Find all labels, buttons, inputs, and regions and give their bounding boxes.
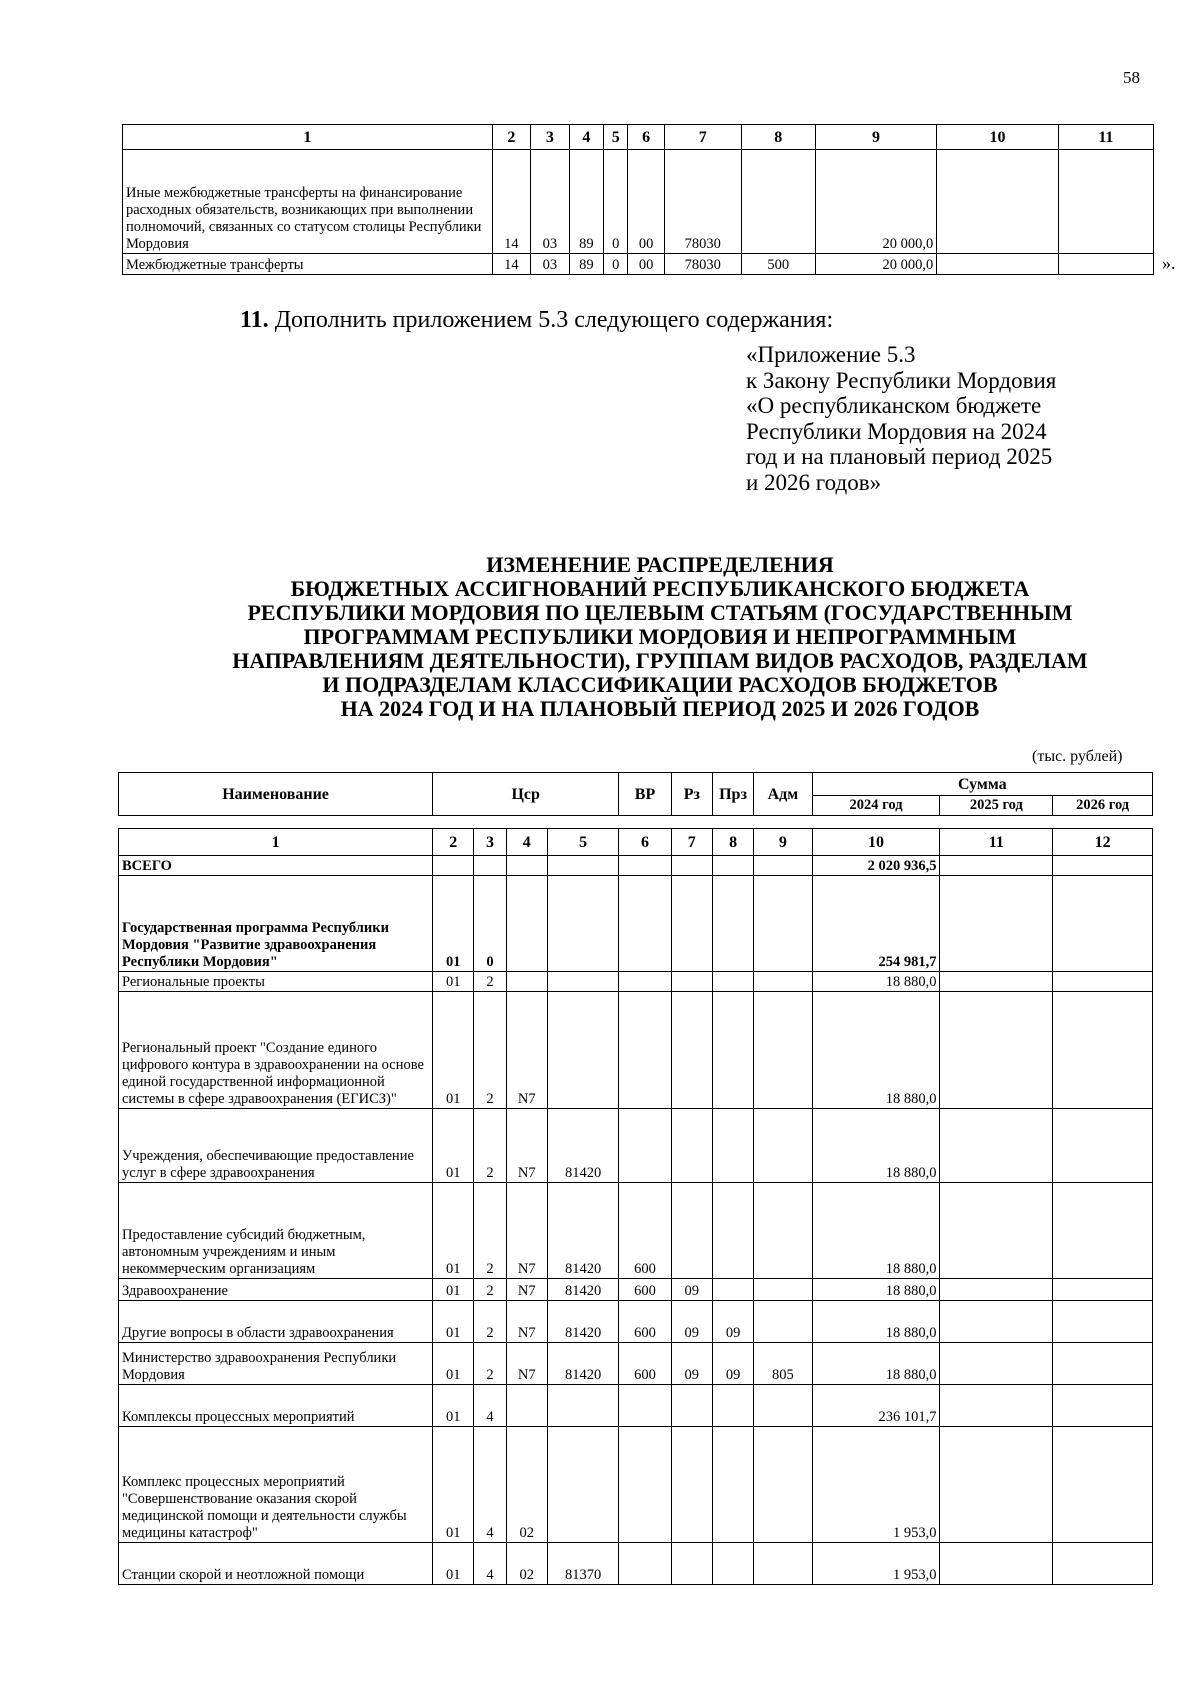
cell: 09 <box>671 1301 712 1343</box>
cell: 20 000,0 <box>815 254 937 275</box>
cell: 02 <box>506 1427 547 1543</box>
cell <box>506 856 547 876</box>
cell <box>712 1543 753 1585</box>
row-name: Региональные проекты <box>119 972 433 992</box>
header-cell: 2 <box>492 125 530 150</box>
table-header <box>118 772 1153 816</box>
cell: 01 <box>433 992 474 1109</box>
cell: 01 <box>433 1543 474 1585</box>
table-row <box>119 1343 1153 1385</box>
title-line: ИЗМЕНЕНИЕ РАСПРЕДЕЛЕНИЯ <box>486 552 834 577</box>
table-row <box>119 876 1153 972</box>
appendix-line: к Закону Республики Мордовия <box>746 367 1057 393</box>
cell: 81420 <box>547 1343 618 1385</box>
cell: 18 880,0 <box>812 1109 940 1183</box>
cell: 09 <box>671 1279 712 1301</box>
cell <box>506 876 547 972</box>
cell: 254 981,7 <box>812 876 940 972</box>
cell: 01 <box>433 876 474 972</box>
cell <box>619 1385 671 1427</box>
cell: 4 <box>474 1543 506 1585</box>
cell <box>671 1183 712 1279</box>
cell <box>671 1427 712 1543</box>
header-name: Наименование <box>119 773 433 816</box>
cell: 18 880,0 <box>812 1183 940 1279</box>
cell: N7 <box>506 1301 547 1343</box>
unit-note: (тыс. рублей) <box>1032 748 1123 765</box>
column-number: 12 <box>1053 829 1153 856</box>
cell <box>712 1385 753 1427</box>
cell: 600 <box>619 1279 671 1301</box>
cell <box>754 1427 812 1543</box>
table-row <box>119 1543 1153 1585</box>
cell <box>1053 1385 1153 1427</box>
cell <box>547 1427 618 1543</box>
column-number-row <box>119 829 1153 856</box>
cell: 805 <box>754 1343 812 1385</box>
header-cell: 10 <box>937 125 1059 150</box>
cell: 2 <box>474 1109 506 1183</box>
cell: 78030 <box>664 150 741 254</box>
column-number: 1 <box>119 829 433 856</box>
header-cell: 3 <box>531 125 569 150</box>
column-number: 5 <box>547 829 618 856</box>
cell <box>671 876 712 972</box>
cell: 89 <box>569 150 603 254</box>
item-paragraph <box>240 307 833 334</box>
cell: 600 <box>619 1301 671 1343</box>
cell <box>712 992 753 1109</box>
header-cell: 7 <box>664 125 741 150</box>
column-number: 8 <box>712 829 753 856</box>
cell <box>671 856 712 876</box>
cell: 0 <box>604 254 628 275</box>
table-row <box>119 1385 1153 1427</box>
cell <box>619 1543 671 1585</box>
cell: N7 <box>506 1109 547 1183</box>
cell: N7 <box>506 1279 547 1301</box>
cell: 01 <box>433 1279 474 1301</box>
cell <box>506 972 547 992</box>
cell <box>547 1385 618 1427</box>
cell <box>547 856 618 876</box>
header-2026: 2026 год <box>1053 796 1153 816</box>
cell <box>940 1301 1053 1343</box>
cell: 81420 <box>547 1183 618 1279</box>
cell: 2 <box>474 1279 506 1301</box>
column-number: 4 <box>506 829 547 856</box>
cell <box>712 1183 753 1279</box>
cell: 18 880,0 <box>812 972 940 992</box>
cell <box>1053 972 1153 992</box>
cell: 2 <box>474 992 506 1109</box>
cell <box>712 1427 753 1543</box>
cell <box>1058 254 1153 275</box>
cell <box>1053 1183 1153 1279</box>
cell <box>754 1543 812 1585</box>
cell: 03 <box>531 254 569 275</box>
cell: 4 <box>474 1427 506 1543</box>
cell: 2 <box>474 1301 506 1343</box>
cell <box>712 1279 753 1301</box>
cell <box>1053 1543 1153 1585</box>
cell <box>754 1183 812 1279</box>
cell <box>754 972 812 992</box>
header-csr: Цср <box>433 773 619 816</box>
header-adm: Адм <box>754 773 812 816</box>
row-name: Другие вопросы в области здравоохранения <box>119 1301 433 1343</box>
cell <box>741 150 815 254</box>
cell <box>1053 1301 1153 1343</box>
cell: N7 <box>506 992 547 1109</box>
cell: 18 880,0 <box>812 1279 940 1301</box>
cell: N7 <box>506 1343 547 1385</box>
cell <box>940 992 1053 1109</box>
appendix-line: Республики Мордовия на 2024 <box>746 418 1047 444</box>
cell: 600 <box>619 1183 671 1279</box>
cell <box>940 876 1053 972</box>
cell <box>547 992 618 1109</box>
cell <box>940 1427 1053 1543</box>
column-number: 3 <box>474 829 506 856</box>
cell <box>1058 150 1153 254</box>
cell: 4 <box>474 1385 506 1427</box>
cell: 1 953,0 <box>812 1543 940 1585</box>
header-row <box>123 125 1154 150</box>
cell <box>619 992 671 1109</box>
table-row <box>119 1183 1153 1279</box>
cell: 09 <box>712 1343 753 1385</box>
column-number: 7 <box>671 829 712 856</box>
cell: 01 <box>433 1301 474 1343</box>
appendix-header <box>746 342 1126 495</box>
cell <box>1053 1427 1153 1543</box>
cell: 09 <box>671 1343 712 1385</box>
cell <box>1053 1343 1153 1385</box>
closing-quote: ». <box>1162 253 1176 273</box>
title-line: НА 2024 ГОД И НА ПЛАНОВЫЙ ПЕРИОД 2025 И 2026 ГОДОВ <box>340 696 980 721</box>
cell <box>940 1343 1053 1385</box>
table-row <box>119 992 1153 1109</box>
cell: 500 <box>741 254 815 275</box>
cell: 20 000,0 <box>815 150 937 254</box>
row-name: Станции скорой и неотложной помощи <box>119 1543 433 1585</box>
header-cell: 5 <box>604 125 628 150</box>
cell <box>940 1279 1053 1301</box>
header-2024: 2024 год <box>812 796 940 816</box>
title-line: НАПРАВЛЕНИЯМ ДЕЯТЕЛЬНОСТИ), ГРУППАМ ВИДОВ РАСХОДОВ, РАЗДЕЛАМ <box>232 648 1088 673</box>
cell <box>619 972 671 992</box>
cell <box>1053 992 1153 1109</box>
cell <box>671 1543 712 1585</box>
cell: 01 <box>433 1109 474 1183</box>
header-2025: 2025 год <box>940 796 1053 816</box>
header-cell: 8 <box>741 125 815 150</box>
cell <box>940 1385 1053 1427</box>
cell <box>671 972 712 992</box>
cell: 78030 <box>664 254 741 275</box>
row-name: ВСЕГО <box>119 856 433 876</box>
table-row <box>119 1279 1153 1301</box>
table-row <box>119 972 1153 992</box>
cell <box>1053 876 1153 972</box>
header-rz: Рз <box>671 773 712 816</box>
cell: 81420 <box>547 1109 618 1183</box>
cell <box>1053 856 1153 876</box>
table-row <box>119 1427 1153 1543</box>
row-name: Межбюджетные трансферты <box>123 254 493 275</box>
cell: 09 <box>712 1301 753 1343</box>
cell: 600 <box>619 1343 671 1385</box>
cell <box>940 856 1053 876</box>
cell: 0 <box>604 150 628 254</box>
cell: 00 <box>628 150 664 254</box>
cell: 02 <box>506 1543 547 1585</box>
appendix-line: «Приложение 5.3 <box>746 342 916 367</box>
row-name: Государственная программа Республики Мордовия "Развитие здравоохранения Республики Мордовия" <box>119 876 433 972</box>
cell <box>619 856 671 876</box>
header-cell: 4 <box>569 125 603 150</box>
budget-table <box>118 828 1153 1585</box>
cell: 18 880,0 <box>812 992 940 1109</box>
continued-table <box>122 124 1154 275</box>
cell: 18 880,0 <box>812 1301 940 1343</box>
cell <box>671 1109 712 1183</box>
row-name: Комплекс процессных мероприятий "Совершенствование оказания скорой медицинской помощи и деятельности службы медицины катастроф" <box>119 1427 433 1543</box>
cell <box>940 1183 1053 1279</box>
cell <box>940 1109 1053 1183</box>
cell <box>474 856 506 876</box>
table-row <box>119 856 1153 876</box>
cell: 1 953,0 <box>812 1427 940 1543</box>
table-row <box>123 150 1154 254</box>
row-name: Региональный проект "Создание единого цифрового контура в здравоохранении на основе единой государственной информационной системы в сфере здравоохранения (ЕГИСЗ)" <box>119 992 433 1109</box>
cell <box>754 1385 812 1427</box>
header-sum: Сумма <box>812 773 1152 796</box>
cell: 0 <box>474 876 506 972</box>
row-name: Здравоохранение <box>119 1279 433 1301</box>
cell: 14 <box>492 150 530 254</box>
cell <box>940 1543 1053 1585</box>
title-line: БЮДЖЕТНЫХ АССИГНОВАНИЙ РЕСПУБЛИКАНСКОГО БЮДЖЕТА <box>290 576 1030 601</box>
cell: 2 <box>474 972 506 992</box>
cell: N7 <box>506 1183 547 1279</box>
cell <box>712 876 753 972</box>
page-number: 58 <box>1123 68 1140 87</box>
title-line: РЕСПУБЛИКИ МОРДОВИЯ ПО ЦЕЛЕВЫМ СТАТЬЯМ (ГОСУДАРСТВЕННЫМ <box>247 600 1073 625</box>
document-title <box>120 553 1200 721</box>
cell <box>754 1279 812 1301</box>
header-vr: ВР <box>619 773 671 816</box>
header-prz: Прз <box>712 773 753 816</box>
cell: 01 <box>433 1427 474 1543</box>
title-line: И ПОДРАЗДЕЛАМ КЛАССИФИКАЦИИ РАСХОДОВ БЮДЖЕТОВ <box>322 672 998 697</box>
column-number: 6 <box>619 829 671 856</box>
cell <box>712 1109 753 1183</box>
cell <box>754 1301 812 1343</box>
cell <box>754 856 812 876</box>
appendix-line: год и на плановый период 2025 <box>746 444 1053 469</box>
cell <box>712 972 753 992</box>
cell <box>671 1385 712 1427</box>
cell <box>937 254 1059 275</box>
header-cell: 9 <box>815 125 937 150</box>
cell: 2 <box>474 1183 506 1279</box>
table-row <box>123 254 1154 275</box>
cell: 14 <box>492 254 530 275</box>
cell <box>940 972 1053 992</box>
appendix-line: «О республиканском бюджете <box>746 393 1042 418</box>
cell: 01 <box>433 1183 474 1279</box>
cell <box>754 876 812 972</box>
cell <box>619 1427 671 1543</box>
cell <box>1053 1109 1153 1183</box>
cell <box>506 1385 547 1427</box>
cell <box>671 992 712 1109</box>
column-number: 9 <box>754 829 812 856</box>
column-number: 11 <box>940 829 1053 856</box>
appendix-line: и 2026 годов» <box>746 469 882 495</box>
item-text: Дополнить приложением 5.3 следующего содержания: <box>274 307 834 333</box>
row-name: Министерство здравоохранения Республики Мордовия <box>119 1343 433 1385</box>
cell: 2 <box>474 1343 506 1385</box>
row-name: Учреждения, обеспечивающие предоставление услуг в сфере здравоохранения <box>119 1109 433 1183</box>
cell <box>712 856 753 876</box>
column-number: 2 <box>433 829 474 856</box>
column-number: 10 <box>812 829 940 856</box>
table-row <box>119 1109 1153 1183</box>
title-line: ПРОГРАММАМ РЕСПУБЛИКИ МОРДОВИЯ И НЕПРОГРАММНЫМ <box>303 624 1017 649</box>
cell: 00 <box>628 254 664 275</box>
cell <box>937 150 1059 254</box>
cell: 2 020 936,5 <box>812 856 940 876</box>
cell <box>1053 1279 1153 1301</box>
cell: 236 101,7 <box>812 1385 940 1427</box>
cell <box>619 1109 671 1183</box>
item-number: 11. <box>240 307 269 333</box>
cell: 89 <box>569 254 603 275</box>
cell: 03 <box>531 150 569 254</box>
row-name: Иные межбюджетные трансферты на финансирование расходных обязательств, возникающих при выполнении полномочий, связанных со статусом столицы Республики Мордовия <box>123 150 493 254</box>
cell: 01 <box>433 1385 474 1427</box>
cell <box>754 992 812 1109</box>
cell: 01 <box>433 1343 474 1385</box>
cell: 18 880,0 <box>812 1343 940 1385</box>
table-row <box>119 1301 1153 1343</box>
cell: 81420 <box>547 1279 618 1301</box>
header-cell: 11 <box>1058 125 1153 150</box>
row-name: Комплексы процессных мероприятий <box>119 1385 433 1427</box>
cell: 81420 <box>547 1301 618 1343</box>
header-cell: 1 <box>123 125 493 150</box>
cell <box>547 972 618 992</box>
cell <box>547 876 618 972</box>
row-name: Предоставление субсидий бюджетным, автономным учреждениям и иным некоммерческим организациям <box>119 1183 433 1279</box>
header-cell: 6 <box>628 125 664 150</box>
cell <box>433 856 474 876</box>
cell <box>619 876 671 972</box>
cell: 01 <box>433 972 474 992</box>
cell <box>754 1109 812 1183</box>
cell: 81370 <box>547 1543 618 1585</box>
